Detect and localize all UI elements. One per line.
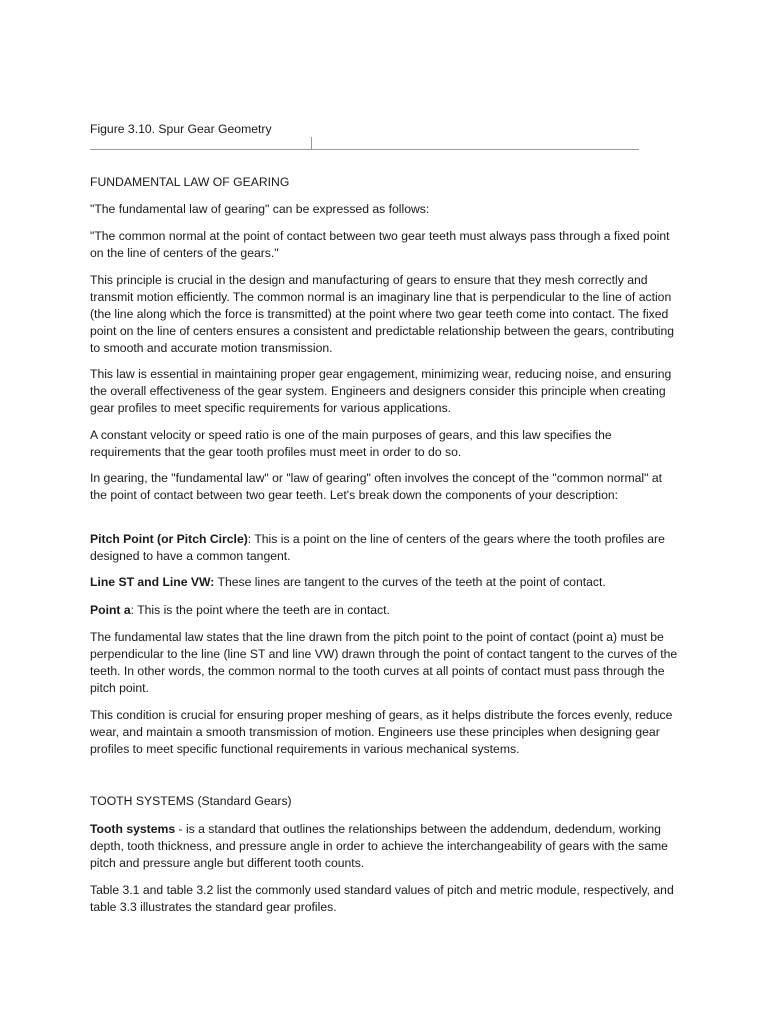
paragraph-tables: Table 3.1 and table 3.2 list the commonly used standard values of pitch and metric module, respectively, and table 3.3 illustrates the standard gear profiles. xyxy=(90,883,674,914)
definition-text: : This is the point where the teeth are in contact. xyxy=(130,603,390,617)
definition-point-a xyxy=(90,602,680,619)
horizontal-rule xyxy=(90,149,639,150)
paragraph-engagement: This law is essential in maintaining proper gear engagement, minimizing wear, reducing noise, and ensuring the overall effectiveness of the gear system. Engineers and designers consider this principle when creating gear profiles to meet specific requirements for various applications. xyxy=(90,367,672,415)
definition-pitch-point xyxy=(90,531,680,565)
paragraph-speed-ratio: A constant velocity or speed ratio is one of the main purposes of gears, and this law specifies the requirements that the gear tooth profiles must meet in order to do so. xyxy=(90,428,612,459)
definition-term: Point a xyxy=(90,603,131,617)
definition-term: Tooth systems xyxy=(90,822,176,836)
definition-lines-st-vw xyxy=(90,574,680,591)
paragraph-common-normal: In gearing, the "fundamental law" or "law of gearing" often involves the concept of the "common normal" at the point of contact between two gear teeth. Let's break down the components of your description: xyxy=(90,471,663,502)
paragraph-principle: This principle is crucial in the design and manufacturing of gears to ensure that they mesh correctly and transmit motion efficiently. The common normal is an imaginary line that is perpendicular to the line of action (the line along which the force is transmitted) at the point where two gear teeth come into contact. The fixed point on the line of centers ensures a consistent and predictable relationship between the gears, contributing to smooth and accurate motion transmission. xyxy=(90,273,675,355)
paragraph-intro: "The fundamental law of gearing" can be expressed as follows: xyxy=(90,202,430,216)
paragraph-fundamental-law: The fundamental law states that the line drawn from the pitch point to the point of contact (point a) must be perpendicular to the line (line ST and line VW) drawn through the point of contact tangent to the curves of the teeth. In other words, the common normal to the tooth curves at all points of contact must pass through the pitch point. xyxy=(90,630,678,695)
section-heading-law-of-gearing: FUNDAMENTAL LAW OF GEARING xyxy=(90,175,290,189)
paragraph-meshing-condition: This condition is crucial for ensuring proper meshing of gears, as it helps distribute the forces evenly, reduce wear, and maintain a smooth transmission of motion. Engineers use these principles when designing gear profiles to meet specific functional requirements in various mechanical systems. xyxy=(90,708,673,756)
definition-term: Line ST and Line VW: xyxy=(90,575,215,589)
text-cursor-mark xyxy=(311,137,312,149)
definition-tooth-systems xyxy=(90,821,680,872)
definition-text: These lines are tangent to the curves of the teeth at the point of contact. xyxy=(214,575,606,589)
figure-caption: Figure 3.10. Spur Gear Geometry xyxy=(90,122,272,136)
definition-term: Pitch Point (or Pitch Circle) xyxy=(90,532,248,546)
section-heading-tooth-systems: TOOTH SYSTEMS (Standard Gears) xyxy=(90,794,292,808)
paragraph-quote: "The common normal at the point of contact between two gear teeth must always pass through a fixed point on the line of centers of the gears." xyxy=(90,229,670,260)
definition-text: : This is a point on the line of centers of the gears where the tooth profiles are designed to have a common tangent. xyxy=(90,532,665,563)
definition-text: - is a standard that outlines the relationships between the addendum, dedendum, working depth, tooth thickness, and pressure angle in order to achieve the interchangeability of gears with the same pitch and pressure angle but different tooth counts. xyxy=(90,822,668,870)
